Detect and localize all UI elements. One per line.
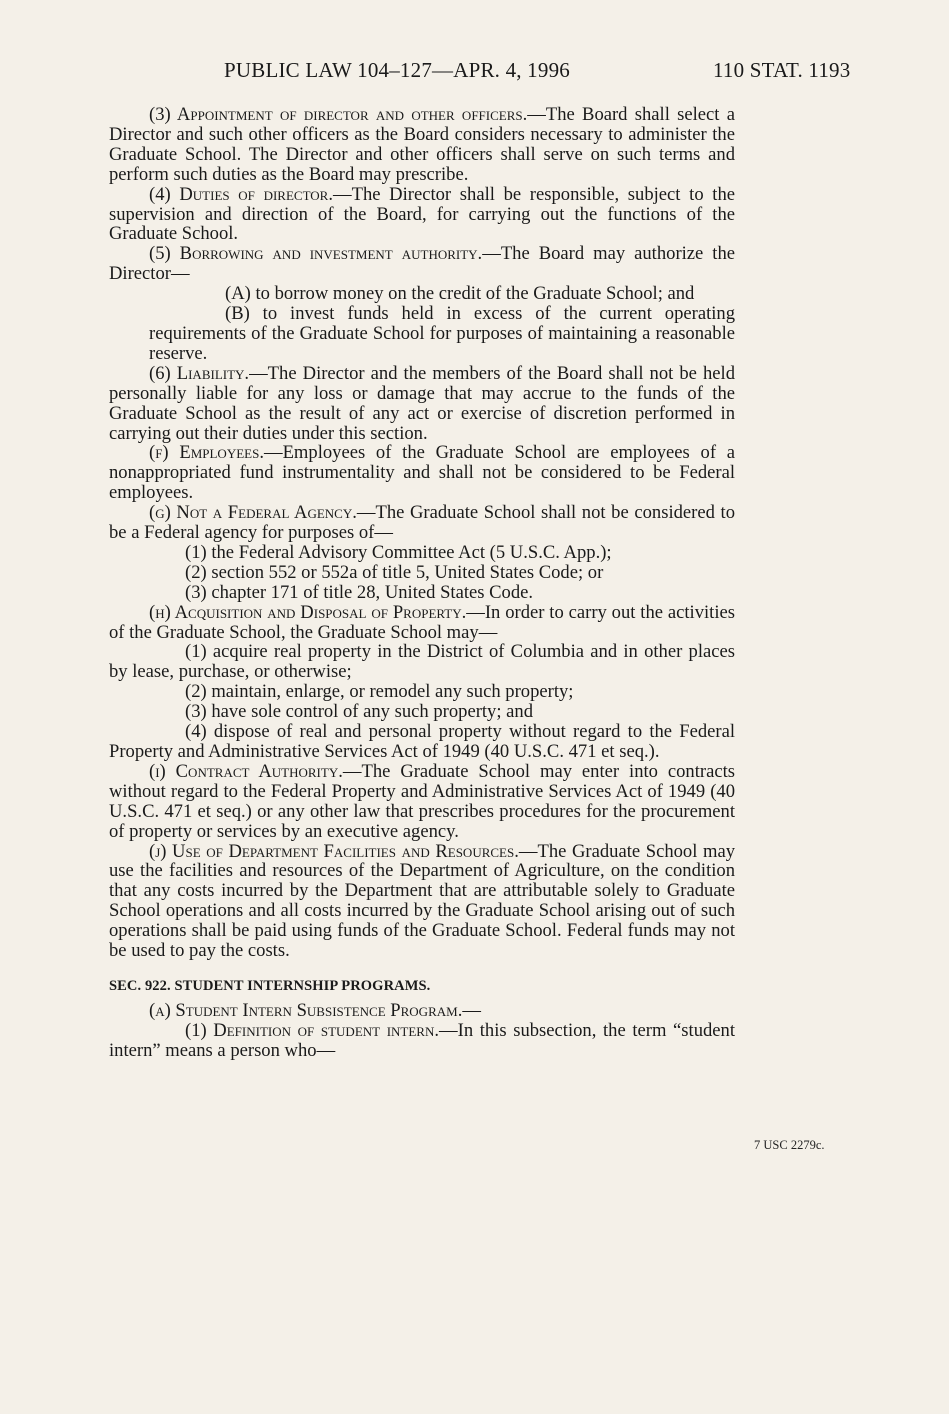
section-heading-row — [109, 975, 735, 997]
document-body — [109, 105, 735, 1061]
paragraph-heading: (3) Appointment of director and other officers. — [149, 104, 528, 125]
subsection-student-intern-program — [109, 1001, 735, 1021]
subsection-text: —In order to carry out the activities of the Graduate School, the Graduate School may— — [109, 601, 736, 643]
subsection-employees — [109, 443, 735, 503]
paragraph-text: —The Director shall be responsible, subject to the supervision and direction of the Board, for carrying out the functions of the Graduate School. — [109, 183, 736, 245]
paragraph-duties-of-director — [109, 185, 735, 245]
paragraph-text: —The Board may authorize the Director— — [109, 243, 736, 285]
paragraph-heading: (1) Definition of student intern. — [185, 1019, 440, 1041]
subsection-heading: (a) Student Intern Subsistence Program. — [149, 999, 463, 1021]
subsection-text: —Employees of the Graduate School are employees of a nonappropriated fund instrumentality and shall not be considered to be Federal employees. — [109, 442, 735, 504]
paragraph-heading: (5) Borrowing and investment authority. — [149, 243, 483, 265]
paragraph-borrowing-authority — [109, 244, 735, 284]
paragraph-heading: (4) Duties of director. — [149, 183, 333, 205]
subsection-heading: (j) Use of Department Facilities and Resources. — [149, 840, 519, 862]
subsection-contract-authority — [109, 762, 735, 842]
subsection-text: — — [462, 999, 481, 1021]
subsection-use-of-department-facilities — [109, 842, 735, 961]
paragraph-text: —The Director and the members of the Board shall not be held personally liable for any loss or damage that may accrue to the funds of the Graduate School as the result of any act or exercise of discretion performed in carrying out their duties under this section. — [109, 362, 736, 444]
subsection-heading: (i) Contract Authority. — [149, 760, 343, 782]
subsection-acquisition-of-property — [109, 603, 735, 643]
subsection-text: —The Graduate School shall not be considered to be a Federal agency for purposes of— — [109, 502, 735, 544]
running-head-title: PUBLIC LAW 104–127—APR. 4, 1996 — [224, 58, 570, 82]
list-item-acquire-property: (1) acquire real property in the District of Columbia and in other places by lease, purchase, or otherwise; — [109, 641, 735, 683]
paragraph-heading: (6) Liability. — [149, 362, 250, 384]
paragraph-liability — [109, 364, 735, 444]
list-item-advisory-committee-act: (1) the Federal Advisory Committee Act (5 U.S.C. App.); — [185, 541, 612, 563]
list-item-control-property: (3) have sole control of any such property; and — [185, 701, 534, 723]
subsection-text: —The Graduate School may enter into contracts without regard to the Federal Property and Administrative Services Act of 1949 (40 U.S.C. 471 et seq.) or any other law that prescribes procedures for the procurement of property or services by an executive agency. — [109, 760, 735, 842]
subsection-heading: (g) Not a Federal Agency. — [149, 502, 357, 524]
subsection-heading: (f) Employees. — [149, 442, 264, 464]
list-item-section-552: (2) section 552 or 552a of title 5, United States Code; or — [185, 561, 604, 583]
list-item-chapter-171: (3) chapter 171 of title 28, United States Code. — [185, 581, 534, 603]
list-item-dispose-property: (4) dispose of real and personal property without regard to the Federal Property and Administrative Services Act of 1949 (40 U.S.C. 471 et seq.). — [109, 721, 735, 762]
section-title: SEC. 922. STUDENT INTERNSHIP PROGRAMS. — [109, 977, 431, 994]
subparagraph-borrow-money: (A) to borrow money on the credit of the Graduate School; and — [225, 283, 695, 305]
subsection-text: —The Graduate School may use the facilities and resources of the Department of Agriculture, on the condition that any costs incurred by the Department that are attributable solely to Graduate School operations and all costs incurred by the Graduate School arising out of such operations shall be paid using funds of the Graduate School. Federal funds may not be used to pay the costs. — [109, 840, 735, 962]
page-header — [0, 58, 949, 88]
subsection-heading: (h) Acquisition and Disposal of Property. — [149, 601, 467, 623]
paragraph-definition-student-intern — [109, 1021, 735, 1061]
statute-page-number: 110 STAT. 1193 — [713, 58, 851, 82]
paragraph-text: —The Board shall select a Director and such other officers as the Board considers necessary to administer the Graduate School. The Director and other officers shall serve on such terms and perform such duties as the Board may prescribe. — [109, 104, 735, 185]
subsection-not-a-federal-agency — [109, 503, 735, 543]
paragraph-appointment-of-director — [109, 105, 735, 185]
paragraph-text: —In this subsection, the term “student intern” means a person who— — [109, 1019, 736, 1061]
list-item-maintain-property: (2) maintain, enlarge, or remodel any such property; — [185, 681, 574, 703]
subparagraph-invest-funds: (B) to invest funds held in excess of the current operating requirements of the Graduate School for purposes of maintaining a reasonable reserve. — [149, 303, 735, 364]
margin-citation-note: 7 USC 2279c. — [754, 1138, 825, 1152]
